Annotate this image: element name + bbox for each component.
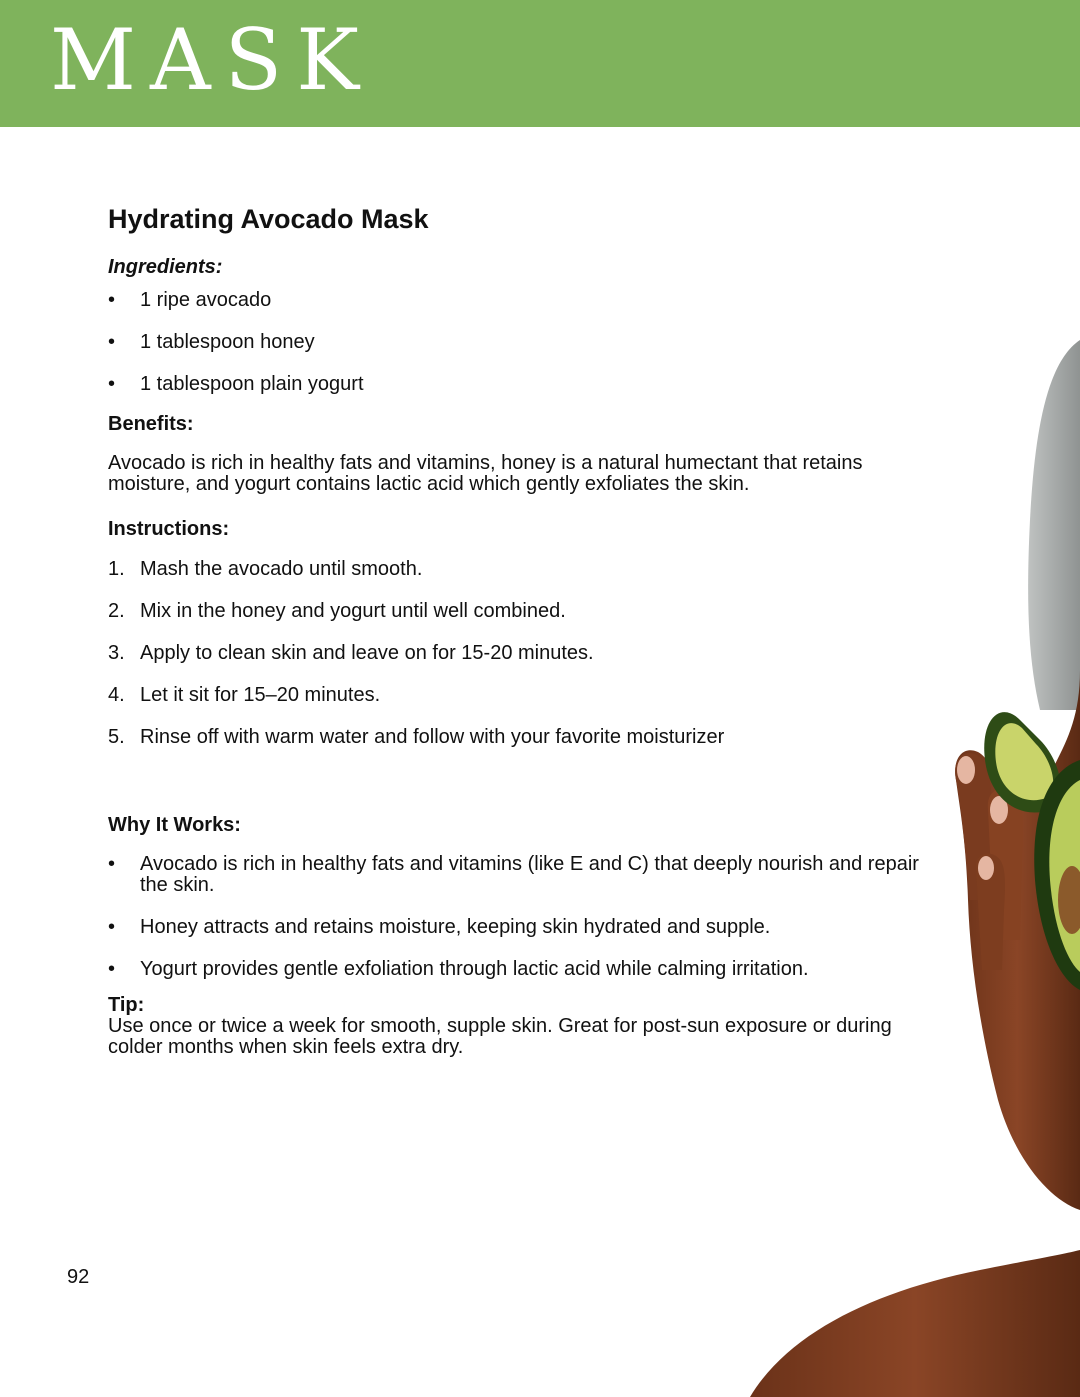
- bullet: •: [108, 853, 116, 875]
- why-it-works-label: Why It Works:: [108, 814, 241, 836]
- page-number: 92: [67, 1266, 90, 1288]
- benefits-label: Benefits:: [108, 413, 194, 435]
- nail-shape: [978, 856, 994, 880]
- step-text: Rinse off with warm water and follow with your favorite moisturizer: [140, 726, 725, 748]
- nail-shape: [957, 756, 975, 784]
- bullet: •: [108, 373, 116, 395]
- step-number: 1.: [108, 558, 125, 580]
- header-band: [0, 0, 1080, 127]
- step-text: Let it sit for 15–20 minutes.: [140, 684, 381, 706]
- step-number: 2.: [108, 600, 125, 622]
- ingredient-text: 1 tablespoon plain yogurt: [140, 373, 364, 395]
- ingredient-text: 1 tablespoon honey: [140, 331, 315, 353]
- ingredients-heading: Ingredients:: [108, 256, 223, 278]
- ingredient-text: 1 ripe avocado: [140, 289, 272, 311]
- why-text: Avocado is rich in healthy fats and vitamins (like E and C) that deeply nourish and repair the skin.: [140, 853, 919, 896]
- step-text: Apply to clean skin and leave on for 15-20 minutes.: [140, 642, 594, 664]
- tip-text: Use once or twice a week for smooth, supple skin. Great for post-sun exposure or during colder months when skin feels extra dry.: [108, 1015, 892, 1058]
- bullet: •: [108, 331, 116, 353]
- instructions-label: Instructions:: [108, 518, 230, 540]
- benefits-text: Avocado is rich in healthy fats and vitamins, honey is a natural humectant that retains moisture, and yogurt contains lactic acid which gently exfoliates the skin.: [108, 452, 863, 495]
- bullet: •: [108, 958, 116, 980]
- bullet: •: [108, 916, 116, 938]
- step-number: 3.: [108, 642, 125, 664]
- ingredient-item: [108, 290, 928, 311]
- section-title: MASK: [50, 11, 373, 109]
- step-number: 5.: [108, 726, 125, 748]
- recipe-title: Hydrating Avocado Mask: [108, 204, 429, 234]
- avocado-hands-photo: [730, 340, 1080, 1397]
- step-text: Mash the avocado until smooth.: [140, 558, 423, 580]
- step-text: Mix in the honey and yogurt until well combined.: [140, 600, 566, 622]
- why-text: Yogurt provides gentle exfoliation through lactic acid while calming irritation.: [140, 958, 809, 980]
- tip-label: Tip:: [108, 994, 145, 1016]
- step-number: 4.: [108, 684, 125, 706]
- bullet: •: [108, 289, 116, 311]
- shoulder-shape: [750, 1250, 1080, 1397]
- face-mask-shape: [1028, 340, 1080, 710]
- why-text: Honey attracts and retains moisture, keeping skin hydrated and supple.: [140, 916, 771, 938]
